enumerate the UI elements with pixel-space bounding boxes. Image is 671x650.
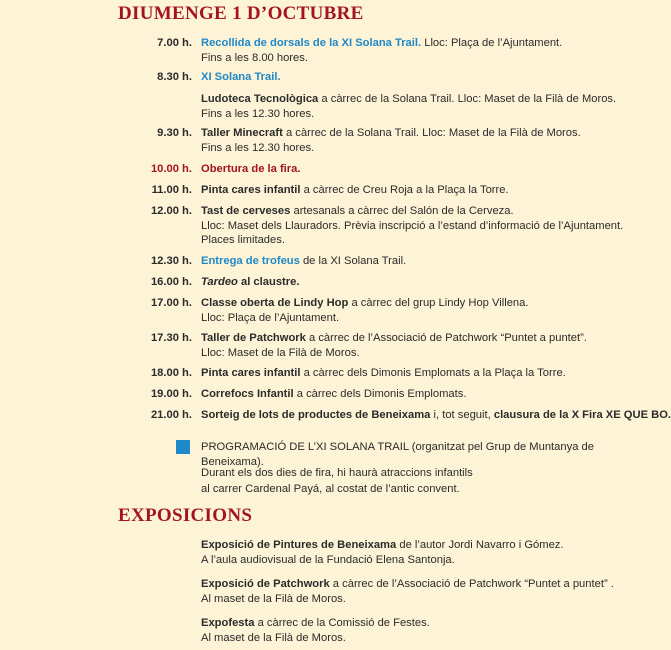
event-detail: a càrrec del grup Lindy Hop Villena. — [348, 297, 529, 309]
event-description — [201, 126, 621, 155]
event-description — [201, 408, 671, 423]
exhibition-location: Al maset de la Filà de Moros. — [201, 631, 346, 644]
event-title: Obertura de la fira. — [201, 163, 301, 175]
event-time: 17.00 h. — [150, 297, 192, 309]
event-time: 8.30 h. — [157, 71, 192, 83]
exhibition-detail: de l’autor Jordi Navarro i Gómez. — [396, 539, 564, 551]
event-description — [201, 36, 621, 65]
event-detail: Fins a les 12.30 hores. — [201, 141, 315, 154]
exhibition-detail: a càrrec de la Comissió de Festes. — [254, 617, 430, 629]
event-description — [201, 296, 621, 325]
event-detail: Fins a les 12.30 hores. — [201, 107, 315, 120]
event-title: Taller de Patchwork — [201, 332, 306, 344]
event-detail: Lloc: Maset de la Filà de Moros. — [201, 346, 360, 359]
event-time: 12.30 h. — [150, 255, 192, 267]
event-description — [201, 331, 621, 360]
event-detail: a càrrec dels Dimonis Emplomats a la Plaça la Torre. — [300, 367, 566, 379]
event-detail: a càrrec de l’Associació de Patchwork “Puntet a puntet”. — [305, 332, 587, 344]
event-time: 21.00 h. — [150, 409, 192, 421]
event-title: Sorteig de lots de productes de Beneixama — [201, 409, 431, 421]
exhibition-location: Al maset de la Filà de Moros. — [201, 592, 346, 605]
attractions-note-line1: Durant els dos dies de fira, hi haurà atraccions infantils — [201, 467, 473, 479]
event-title: XI Solana Trail. — [201, 71, 281, 83]
event-description — [201, 70, 621, 85]
event-detail: Fins a les 8.00 hores. — [201, 51, 308, 64]
event-time: 19.00 h. — [150, 388, 192, 400]
event-time: 7.00 h. — [157, 37, 192, 49]
event-title: Pinta cares infantil — [201, 184, 301, 196]
legend-square-icon — [176, 440, 190, 454]
event-title: Correfocs Infantil — [201, 388, 294, 400]
event-title: Classe oberta de Lindy Hop — [201, 297, 349, 309]
event-time: 11.00 h. — [151, 184, 192, 196]
event-time: 17.30 h. — [150, 332, 192, 344]
exhibition-item — [201, 577, 614, 606]
event-detail: a càrrec de Creu Roja a la Plaça la Torre. — [300, 184, 509, 196]
event-title: Tardeo — [201, 276, 238, 288]
event-description — [201, 387, 621, 402]
attractions-note-line2: al carrer Cardenal Payá, al costat de l’antic convent. — [201, 483, 460, 495]
exhibition-item — [201, 538, 564, 567]
event-detail: Lloc: Plaça de l’Ajuntament. — [421, 37, 563, 49]
event-description — [201, 183, 621, 198]
event-time: 18.00 h. — [150, 367, 192, 379]
event-time: 12.00 h. — [150, 205, 192, 217]
event-detail: a càrrec de la Solana Trail. Lloc: Maset de la Filà de Moros. — [282, 127, 581, 139]
exhibition-location: A l’aula audiovisual de la Fundació Elena Santonja. — [201, 553, 455, 566]
event-detail: a càrrec dels Dimonis Emplomats. — [293, 388, 467, 400]
event-title: Tast de cerveses — [201, 205, 291, 217]
exhibition-detail: a càrrec de l’Associació de Patchwork “Puntet a puntet” . — [329, 578, 614, 590]
event-title: Taller Minecraft — [201, 127, 283, 139]
event-time: 9.30 h. — [157, 127, 192, 139]
event-time: 16.00 h. — [150, 276, 192, 288]
event-time: 10.00 h. — [150, 163, 192, 175]
event-detail: de la XI Solana Trail. — [299, 255, 407, 267]
event-title: Entrega de trofeus — [201, 255, 300, 267]
event-description — [201, 162, 621, 177]
exhibitions-heading: EXPOSICIONS — [118, 505, 253, 526]
event-detail: al claustre. — [237, 276, 300, 288]
event-detail: Lloc: Maset dels Llauradors. Prèvia inscripció a l’estand d’informació de l’Ajuntament. — [201, 219, 624, 232]
event-detail: a càrrec de la Solana Trail. Lloc: Maset de la Filà de Moros. — [318, 93, 617, 105]
exhibition-item — [201, 616, 430, 645]
event-description — [201, 366, 621, 381]
event-description — [201, 254, 621, 269]
event-description — [201, 204, 624, 248]
event-description — [201, 275, 621, 290]
event-title: Recollida de dorsals de la XI Solana Trail. — [201, 37, 422, 49]
exhibition-title: Expofesta — [201, 617, 255, 629]
event-title: Pinta cares infantil — [201, 367, 301, 379]
event-title: Ludoteca Tecnològica — [201, 93, 319, 105]
event-detail: Lloc: Plaça de l’Ajuntament. — [201, 311, 340, 324]
day-heading: DIUMENGE 1 D’OCTUBRE — [118, 3, 364, 24]
event-description — [201, 92, 621, 121]
exhibition-title: Exposició de Patchwork — [201, 578, 330, 590]
exhibition-title: Exposició de Pintures de Beneixama — [201, 539, 397, 551]
event-closing: clausura de la X Fira XE QUE BO. — [493, 409, 671, 421]
event-detail: Places limitades. — [201, 234, 285, 246]
solana-trail-note: PROGRAMACIÓ DE L’XI SOLANA TRAIL (organitzat pel Grup de Muntanya de Beneixama). — [201, 441, 594, 468]
event-detail: artesanals a càrrec del Salón de la Cerveza. — [290, 205, 514, 217]
event-detail: i, tot seguit, — [430, 409, 494, 421]
